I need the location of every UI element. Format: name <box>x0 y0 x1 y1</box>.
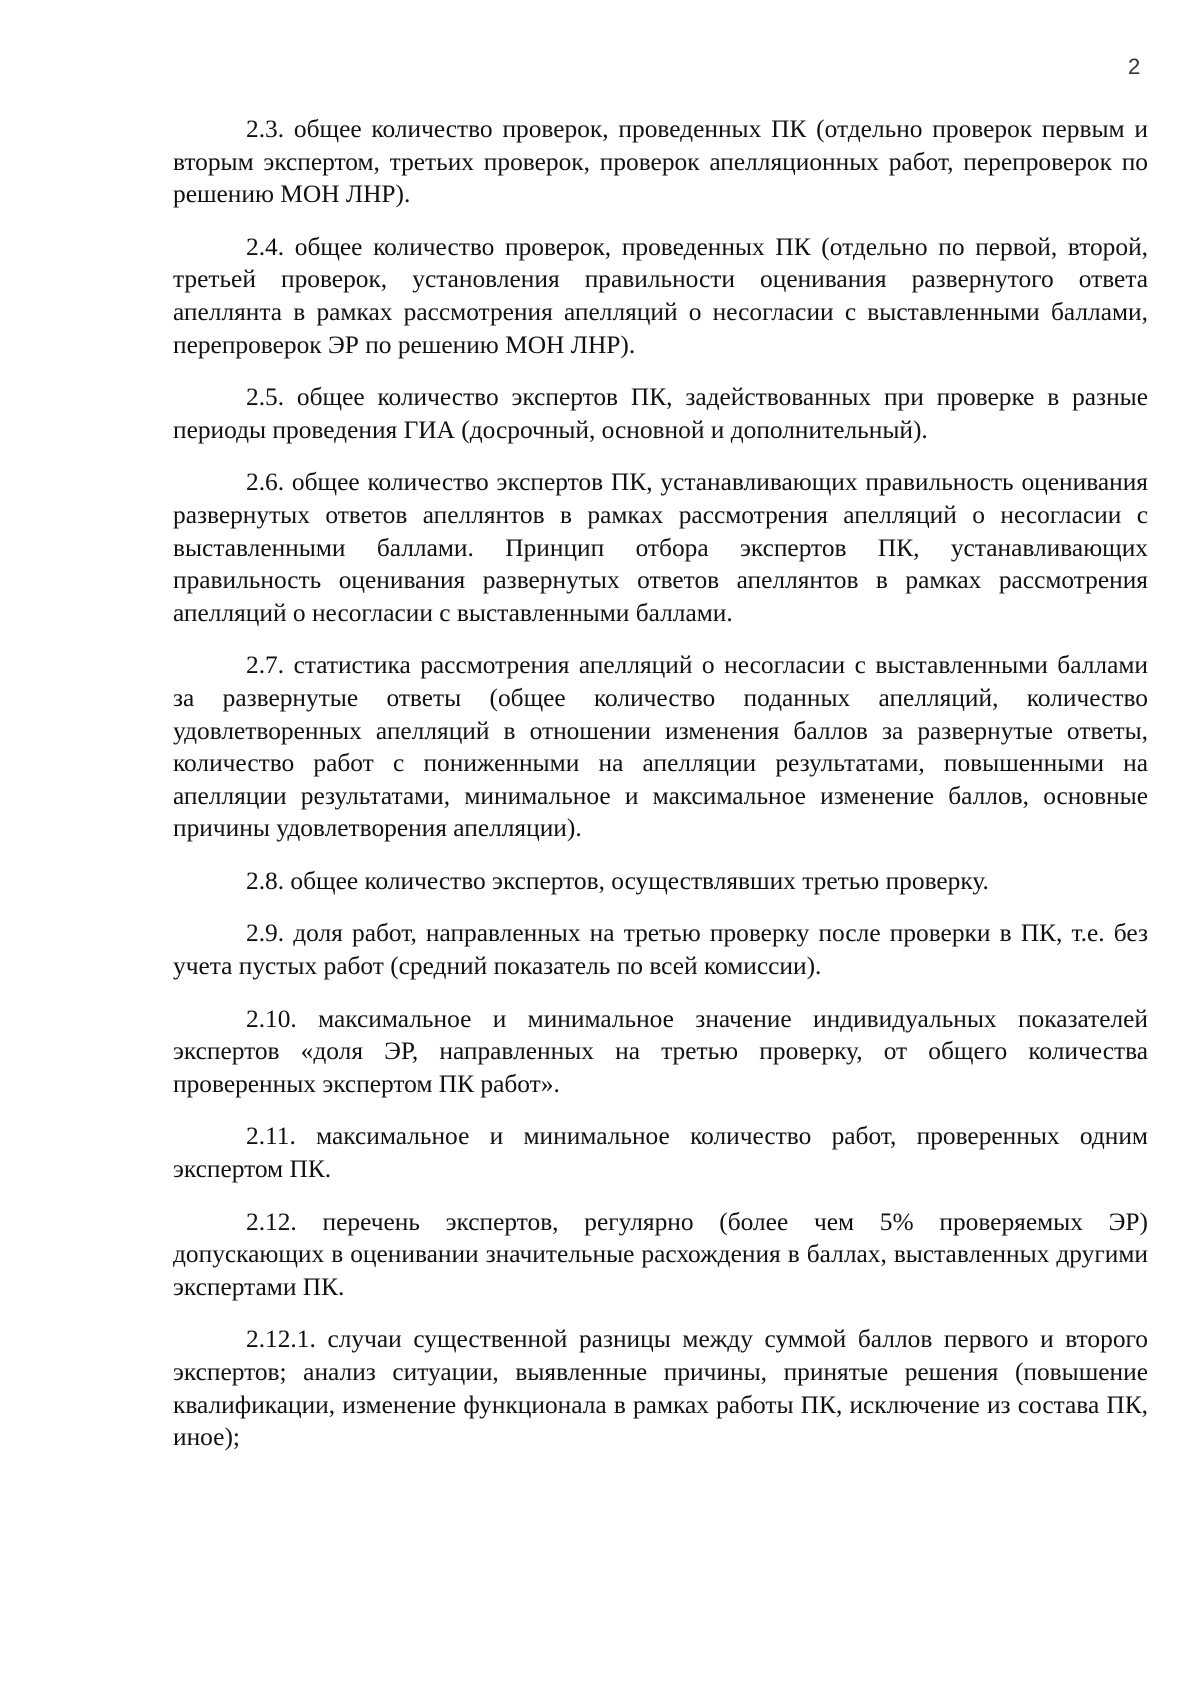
paragraph-2-3: 2.3. общее количество проверок, проведенных ПК (отдельно проверок первым и вторым экспертом, третьих проверок, проверок апелляционных работ, перепроверок по решению МОН ЛНР). <box>173 115 1148 209</box>
paragraph-2-4: 2.4. общее количество проверок, проведенных ПК (отдельно по первой, второй, третьей проверок, установления правильности оценивания развернутого ответа апеллянта в рамках рассмотрения апелляций о несогласии с выставленными баллами, перепроверок ЭР по решению МОН ЛНР). <box>173 232 1148 359</box>
paragraph-2-11: 2.11. максимальное и минимальное количество работ, проверенных одним экспертом ПК. <box>173 1122 1148 1184</box>
page-number: 2 <box>1128 54 1141 79</box>
paragraph-2-8: 2.8. общее количество экспертов, осуществлявших третью проверку. <box>246 866 989 895</box>
paragraph-2-9: 2.9. доля работ, направленных на третью проверку после проверки в ПК, т.е. без учета пустых работ (средний показатель по всей комиссии). <box>173 919 1148 981</box>
paragraph-2-12-1: 2.12.1. случаи существенной разницы между суммой баллов первого и второго экспертов; анализ ситуации, выявленные причины, принятые решения (повышение квалификации, изменение функционала в рамках работы ПК, исключение из состава ПК, иное); <box>173 1325 1148 1452</box>
paragraph-2-10: 2.10. максимальное и минимальное значение индивидуальных показателей экспертов «доля ЭР, направленных на третью проверку, от общего количества проверенных экспертом ПК работ». <box>173 1004 1148 1098</box>
paragraph-2-12: 2.12. перечень экспертов, регулярно (более чем 5% проверяемых ЭР) допускающих в оценивании значительные расхождения в баллах, выставленных другими экспертами ПК. <box>173 1207 1148 1301</box>
paragraph-2-7: 2.7. статистика рассмотрения апелляций о несогласии с выставленными баллами за развернутые ответы (общее количество поданных апелляций, количество удовлетворенных апелляций в отношении изменения баллов за развернутые ответы, количество работ с пониженными на апелляции результатами, повышенными на апелляции результатами, минимальное и максимальное изменение баллов, основные причины удовлетворения апелляции). <box>173 651 1148 843</box>
document-body <box>173 113 1148 1474</box>
paragraph-2-6: 2.6. общее количество экспертов ПК, устанавливающих правильность оценивания развернутых ответов апеллянтов в рамках рассмотрения апелляций о несогласии с выставленными баллами. Принцип отбора экспертов ПК, устанавливающих правильность оценивания развернутых ответов апеллянтов в рамках рассмотрения апелляций о несогласии с выставленными баллами. <box>173 468 1148 627</box>
paragraph-2-5: 2.5. общее количество экспертов ПК, задействованных при проверке в разные периоды проведения ГИА (досрочный, основной и дополнительный). <box>173 383 1148 444</box>
